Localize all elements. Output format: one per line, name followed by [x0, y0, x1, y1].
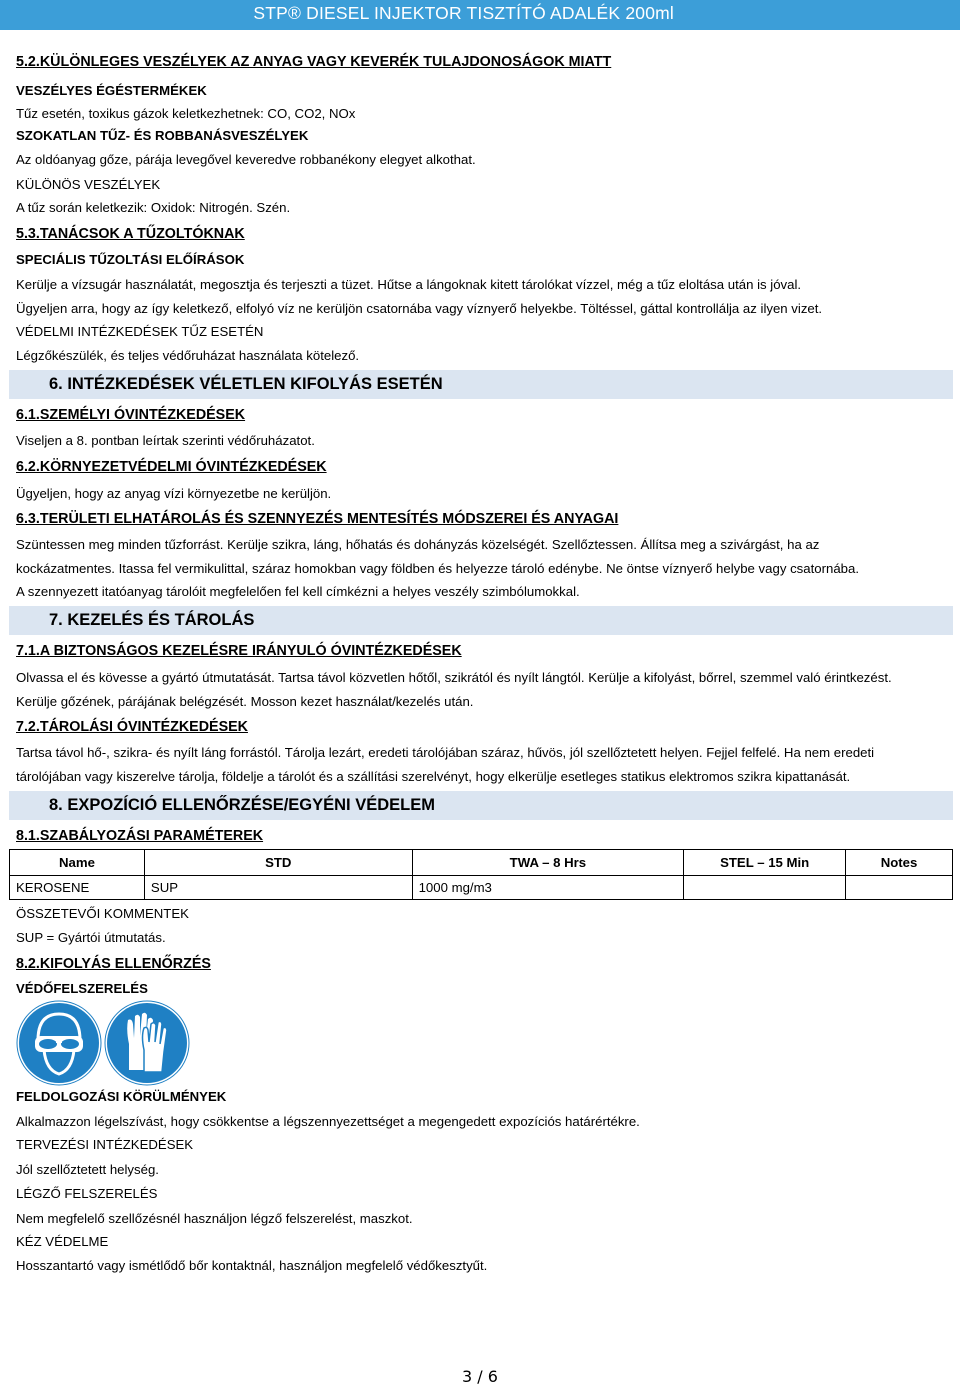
subheading: LÉGZŐ FELSZERELÉS: [16, 1186, 158, 1201]
column-header: Name: [10, 850, 145, 876]
document-header-bar: [0, 0, 960, 30]
subheading: FELDOLGOZÁSI KÖRÜLMÉNYEK: [16, 1089, 227, 1104]
ppe-icons: [16, 1000, 191, 1086]
paragraph: Nem megfelelő szellőzésnél használjon légző felszerelést, maszkot.: [16, 1211, 413, 1226]
section-8-bar: [9, 791, 953, 820]
subheading: VÉDŐFELSZERELÉS: [16, 981, 148, 996]
subheading: KÉZ VÉDELME: [16, 1234, 109, 1249]
paragraph: Tartsa távol hő-, szikra- és nyílt láng forrástól. Tárolja lezárt, eredeti tárolójában száraz, hűvös, jól szellőztetett helyen. Fejjel felfelé. Ha nem eredeti: [16, 745, 875, 760]
paragraph: A tűz során keletkezik: Oxidok: Nitrogén. Szén.: [16, 200, 291, 215]
subheading: VESZÉLYES ÉGÉSTERMÉKEK: [16, 83, 207, 98]
section-6-3-title: 6.3.TERÜLETI ELHATÁROLÁS ÉS SZENNYEZÉS MENTESÍTÉS MÓDSZEREI ÉS ANYAGAI: [16, 511, 619, 527]
section-7-title: 7. KEZELÉS ÉS TÁROLÁS: [49, 611, 255, 629]
column-header: STEL – 15 Min: [684, 850, 846, 876]
subheading: SZOKATLAN TŰZ- ÉS ROBBANÁSVESZÉLYEK: [16, 128, 309, 143]
subheading: VÉDELMI INTÉZKEDÉSEK TŰZ ESETÉN: [16, 324, 264, 339]
table-cell: KEROSENE: [10, 876, 145, 900]
table-row: [10, 876, 953, 900]
subheading: TERVEZÉSI INTÉZKEDÉSEK: [16, 1137, 194, 1152]
section-7-2-title: 7.2.TÁROLÁSI ÓVINTÉZKEDÉSEK: [16, 719, 248, 735]
paragraph: ÖSSZETEVŐI KOMMENTEK: [16, 906, 189, 921]
paragraph: Ügyeljen, hogy az anyag vízi környezetbe ne kerüljön.: [16, 486, 332, 501]
paragraph: Olvassa el és kövesse a gyártó útmutatását. Tartsa távol közvetlen hőtől, szikrától és nyílt lángtól. Kerülje a kifolyást, bőrrel, szemmel való érintkezést.: [16, 670, 892, 685]
paragraph: tárolójában vagy kiszerelve tárolja, földelje a tárolót és a szállítási szerelvényt, hogy elkerülje esetleges statikus elektromos szikra kipattanását.: [16, 769, 851, 784]
paragraph: Kerülje a vízsugár használatát, megosztja és terjeszti a tüzet. Hűtse a lángoknak kitett tárolókat vízzel, még a tűz eloltása után is jóval.: [16, 277, 802, 292]
paragraph: Alkalmazzon légelszívást, hogy csökkentse a légszennyezettséget a megengedett expozíciós határértékre.: [16, 1114, 640, 1129]
table-header-row: [10, 850, 953, 876]
paragraph: SUP = Gyártói útmutatás.: [16, 930, 166, 945]
paragraph: Viseljen a 8. pontban leírtak szerinti védőruházatot.: [16, 433, 315, 448]
table-cell: [684, 876, 846, 900]
section-8-title: 8. EXPOZÍCIÓ ELLENŐRZÉSE/EGYÉNI VÉDELEM: [49, 796, 435, 814]
column-header: Notes: [846, 850, 953, 876]
section-8-1-title: 8.1.SZABÁLYOZÁSI PARAMÉTEREK: [16, 828, 264, 844]
section-5-3-title: 5.3.TANÁCSOK A TŰZOLTÓKNAK: [16, 226, 245, 242]
paragraph: Kerülje gőzének, párájának belégzését. Mosson kezet használat/kezelés után.: [16, 694, 474, 709]
table-cell: [846, 876, 953, 900]
section-6-title: 6. INTÉZKEDÉSEK VÉLETLEN KIFOLYÁS ESETÉN: [49, 375, 443, 393]
column-header: TWA – 8 Hrs: [412, 850, 684, 876]
section-5-2-title: 5.2.KÜLÖNLEGES VESZÉLYEK AZ ANYAG VAGY KEVERÉK TULAJDONOSÁGOK MIATT: [16, 54, 612, 70]
subheading: KÜLÖNÖS VESZÉLYEK: [16, 177, 161, 192]
paragraph: kockázatmentes. Itassa fel vermikulittal, száraz homokban vagy földben és helyezze tároló edénybe. Ne öntse víznyerő helybe vagy csatornába.: [16, 561, 859, 576]
paragraph: Légzőkészülék, és teljes védőruházat használata kötelező.: [16, 348, 360, 363]
regulatory-parameters-table: [9, 849, 953, 900]
column-header: STD: [144, 850, 412, 876]
section-6-bar: [9, 370, 953, 399]
page-number: 3 / 6: [462, 1367, 498, 1386]
table-cell: SUP: [144, 876, 412, 900]
goggles-icon: [17, 1001, 101, 1085]
section-6-1-title: 6.1.SZEMÉLYI ÓVINTÉZKEDÉSEK: [16, 407, 246, 423]
table-cell: 1000 mg/m3: [412, 876, 684, 900]
paragraph: A szennyezett itatóanyag tárolóit megfelelően fel kell címkézni a helyes veszély szimbólumokkal.: [16, 584, 580, 599]
paragraph: Ügyeljen arra, hogy az így keletkező, elfolyó víz ne kerüljön csatornába vagy víznyerő helyekbe. Töltéssel, gáttal kontrollálja az ilyen vizet.: [16, 301, 823, 316]
section-8-2-title: 8.2.KIFOLYÁS ELLENŐRZÉS: [16, 956, 211, 972]
section-7-bar: [9, 606, 953, 635]
section-6-2-title: 6.2.KÖRNYEZETVÉDELMI ÓVINTÉZKEDÉSEK: [16, 459, 327, 475]
section-7-1-title: 7.1.A BIZTONSÁGOS KEZELÉSRE IRÁNYULÓ ÓVINTÉZKEDÉSEK: [16, 643, 462, 659]
paragraph: Hosszantartó vagy ismétlődő bőr kontaktnál, használjon megfelelő védőkesztyűt.: [16, 1258, 488, 1273]
paragraph: Szüntessen meg minden tűzforrást. Kerülje szikra, láng, hőhatás és dohányzás közelségét. Szellőztessen. Állítsa meg a szivárgást, ha az: [16, 537, 820, 552]
paragraph: Az oldóanyag gőze, párája levegővel keveredve robbanékony elegyet alkothat.: [16, 152, 476, 167]
document-title: STP® DIESEL INJEKTOR TISZTÍTÓ ADALÉK 200ml: [253, 3, 674, 23]
gloves-icon: [105, 1001, 189, 1085]
subheading: SPECIÁLIS TŰZOLTÁSI ELŐÍRÁSOK: [16, 252, 245, 267]
paragraph: Tűz esetén, toxikus gázok keletkezhetnek: CO, CO2, NOx: [16, 106, 356, 121]
paragraph: Jól szellőztetett helység.: [16, 1162, 159, 1177]
